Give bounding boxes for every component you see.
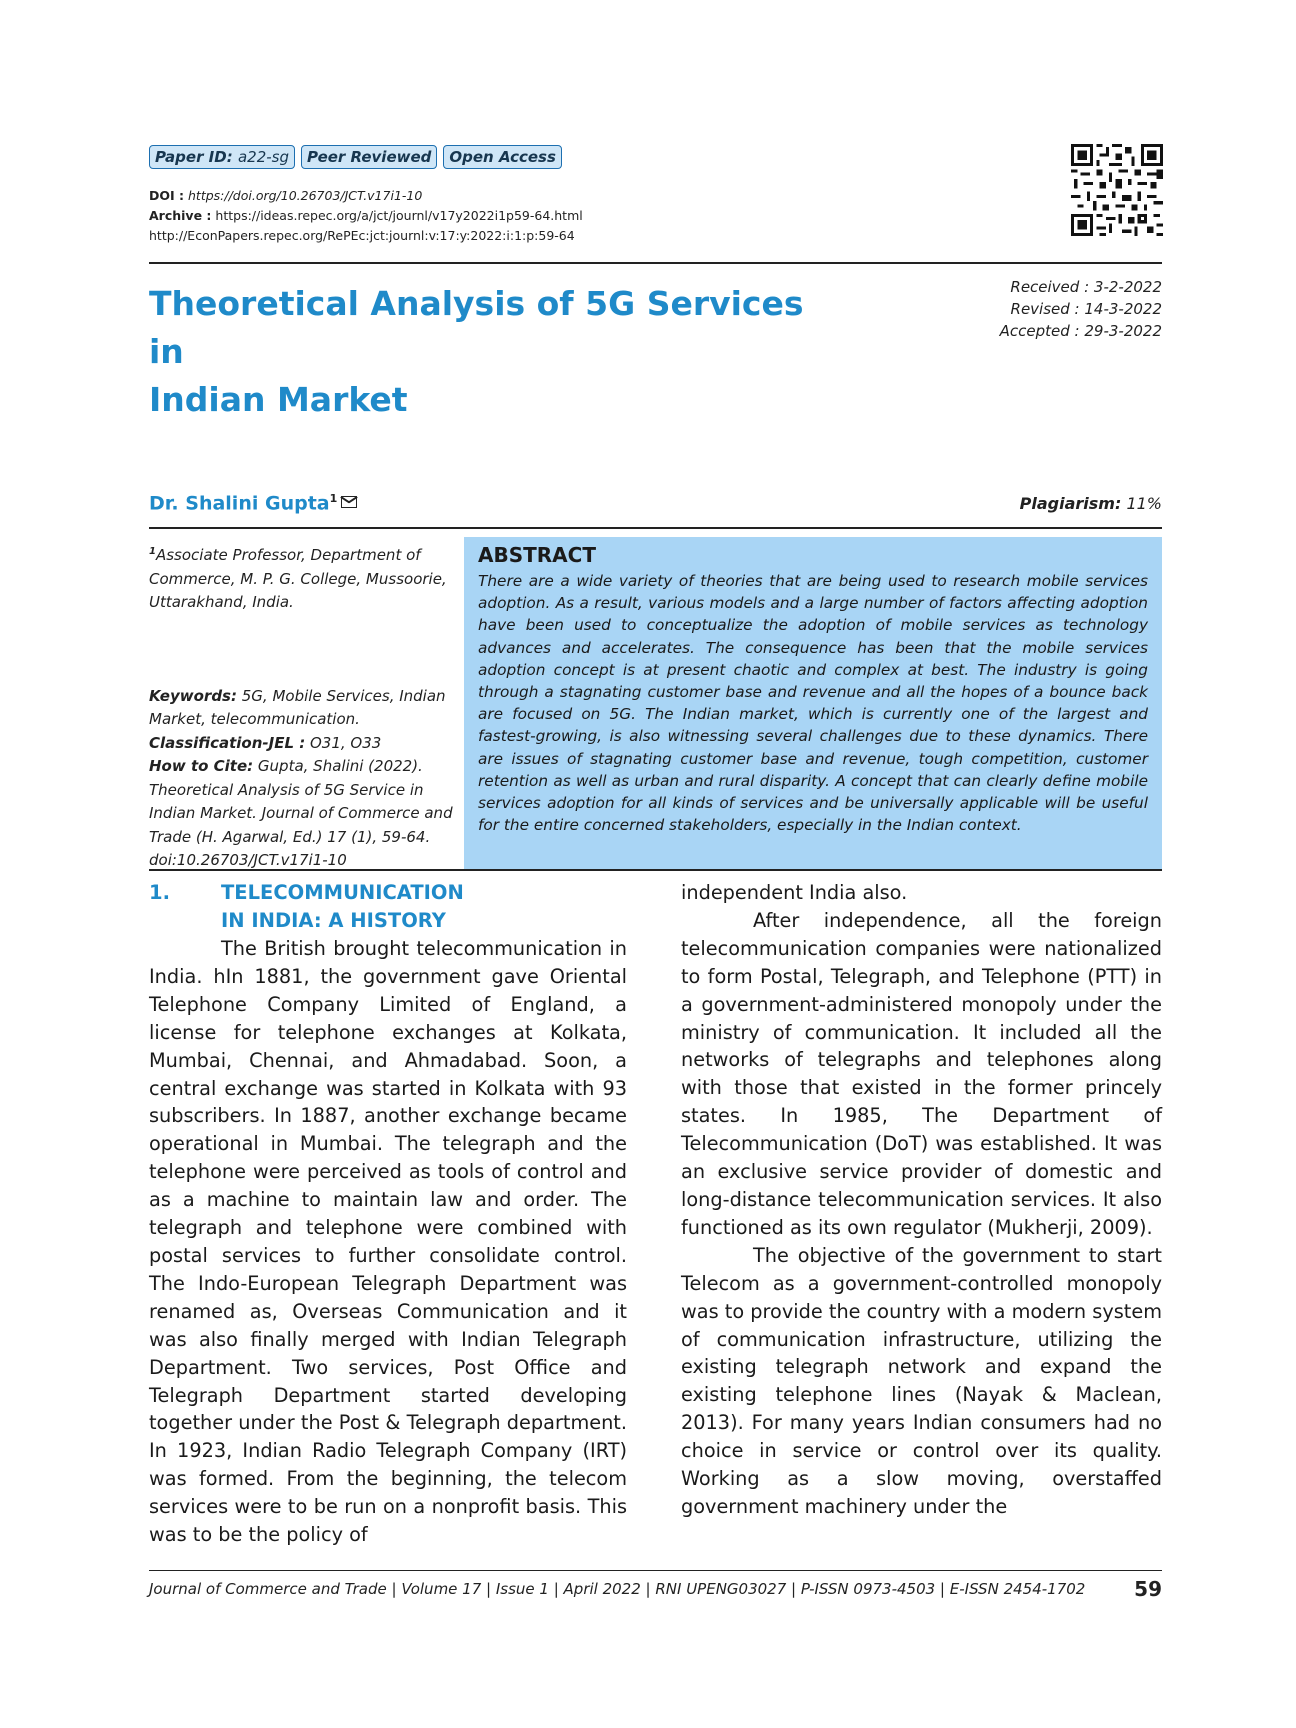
paper-badges bbox=[149, 145, 562, 169]
journal-info: Journal of Commerce and Trade | Volume 17 | Issue 1 | April 2022 | RNI UPENG03027 | P-ISSN 0973-4503 | E-ISSN 2454-1702 bbox=[149, 1580, 1086, 1598]
section-heading: 1. TELECOMMUNICATION IN INDIA: A HISTORY bbox=[149, 881, 464, 932]
open-access-badge: Open Access bbox=[443, 145, 562, 169]
revised-date: Revised : 14-3-2022 bbox=[1010, 300, 1162, 318]
abstract-box bbox=[464, 537, 1162, 869]
author-rule bbox=[149, 527, 1162, 529]
peer-reviewed-badge: Peer Reviewed bbox=[301, 145, 437, 169]
submission-dates bbox=[960, 276, 1162, 342]
keywords: Keywords: 5G, Mobile Services, Indian Market, telecommunication. bbox=[149, 686, 446, 728]
doi-line: DOI : https://doi.org/10.26703/JCT.v17i1-10 bbox=[149, 188, 423, 203]
abstract-text: There are a wide variety of theories that are being used to research mobile services adoption. As a result, various models and a large number of factors affecting adoption have been used to conceptualize the adoption of mobile services as technology advances and accelerates. The consequence has been that the mobile services adoption concept is at present chaotic and complex at best. The industry is going through a stagnating customer base and revenue and all the hopes of a bounce back are focused on 5G. The Indian market, which is currently one of the largest and fastest-growing, is also witnessing several challenges due to these dynamics. There are issues of stagnating customer base and revenue, tough competition, customer retention as well as urban and rural disparity. A concept that can clearly define mobile services adoption for all kinds of services and be universally applicable will be useful for the entire concerned stakeholders, especially in the Indian context. bbox=[478, 572, 1148, 835]
page-footer bbox=[149, 1577, 1162, 1601]
archive-link[interactable]: https://ideas.repec.org/a/jct/journl/v17y2022i1p59-64.html bbox=[215, 208, 583, 223]
header-rule bbox=[149, 262, 1162, 264]
paper-id-value: a22-sg bbox=[237, 148, 289, 166]
qr-code-icon bbox=[1071, 144, 1163, 236]
accepted-date: Accepted : 29-3-2022 bbox=[999, 322, 1162, 340]
paper-id-badge: Paper ID: a22-sg bbox=[149, 145, 295, 169]
abstract-heading: ABSTRACT bbox=[478, 543, 596, 567]
author-name: Dr. Shalini Gupta$^1$ bbox=[149, 492, 357, 514]
classification-jel: Classification-JEL : O31, O33 bbox=[149, 733, 382, 752]
paragraph: The objective of the government to start Telecom as a government-controlled monopoly was to provide the country with a modern system of communication infrastructure, utilizing the existing telegraph network and expand the existing telephone lines (Nayak & Maclean, 2013). For many years Indian consumers had no choice in service or control over its quality. Working as a slow moving, overstaffed government machinery under the bbox=[681, 1243, 1162, 1518]
plagiarism-score: Plagiarism: 11% bbox=[1019, 494, 1162, 513]
econpapers-link[interactable]: http://EconPapers.repec.org/RePEc:jct:journl:v:17:y:2022:i:1:p:59-64 bbox=[149, 228, 575, 243]
abstract-rule bbox=[149, 869, 1162, 871]
page-number: 59 bbox=[1134, 1577, 1162, 1601]
received-date: Received : 3-2-2022 bbox=[1010, 278, 1162, 296]
doi-link[interactable]: https://doi.org/10.26703/JCT.v17i1-10 bbox=[188, 188, 423, 203]
paragraph: independent India also. bbox=[681, 881, 908, 904]
paragraph: The British brought telecommunication in India. hIn 1881, the government gave Oriental Telephone Company Limited of England, a license for telephone exchanges at Kolkata, Mumbai, Chennai, and Ahmadabad. Soon, a central exchange was started in Kolkata with 93 subscribers. In 1887, another exchange became operational in Mumbai. The telegraph and the telephone were perceived as tools of control and as a machine to maintain law and order. The telegraph and telephone were combined with postal services to further consolidate control. The Indo-European Telegraph Department was renamed as, Overseas Communication and it was also finally merged with Indian Telegraph Department. Two services, Post Office and Telegraph Department started developing together under the Post & Telegraph department. In 1923, Indian Radio Telegraph Company (IRT) was formed. From the beginning, the telecom services were to be run on a nonprofit basis. This was to be the policy of bbox=[149, 937, 627, 1547]
mail-icon[interactable] bbox=[341, 496, 357, 508]
paragraph: After independence, all the foreign telecommunication companies were nationalized to form Postal, Telegraph, and Telephone (PTT) in a government-administered monopoly under the ministry of communication. It included all the networks of telegraphs and telephones along with those that existed in the former princely states. In 1985, The Department of Telecommunication (DoT) was established. It was an exclusive service provider of domestic and long-distance telecommunication services. It also functioned as its own regulator (Mukherji, 2009). bbox=[681, 908, 1162, 1239]
body-column-right bbox=[681, 879, 1162, 1521]
paper-meta bbox=[149, 186, 583, 246]
paper-info bbox=[149, 540, 454, 873]
paper-title: Theoretical Analysis of 5G Services in Indian Market bbox=[149, 284, 804, 419]
body-column-left bbox=[149, 935, 627, 1549]
how-to-cite: How to Cite: Gupta, Shalini (2022). Theoretical Analysis of 5G Service in Indian Market. Journal of Commerce and Trade (H. Agarwal, Ed.) 17 (1), 59-64. doi:10.26703/JCT.v17i1-10 bbox=[149, 757, 453, 869]
footer-rule bbox=[149, 1570, 1162, 1571]
archive-line: Archive : https://ideas.repec.org/a/jct/journl/v17y2022i1p59-64.html bbox=[149, 208, 583, 223]
affiliation: $^1$Associate Professor, Department of Commerce, M. P. G. College, Mussoorie, Uttarakhand, India. bbox=[149, 546, 447, 611]
